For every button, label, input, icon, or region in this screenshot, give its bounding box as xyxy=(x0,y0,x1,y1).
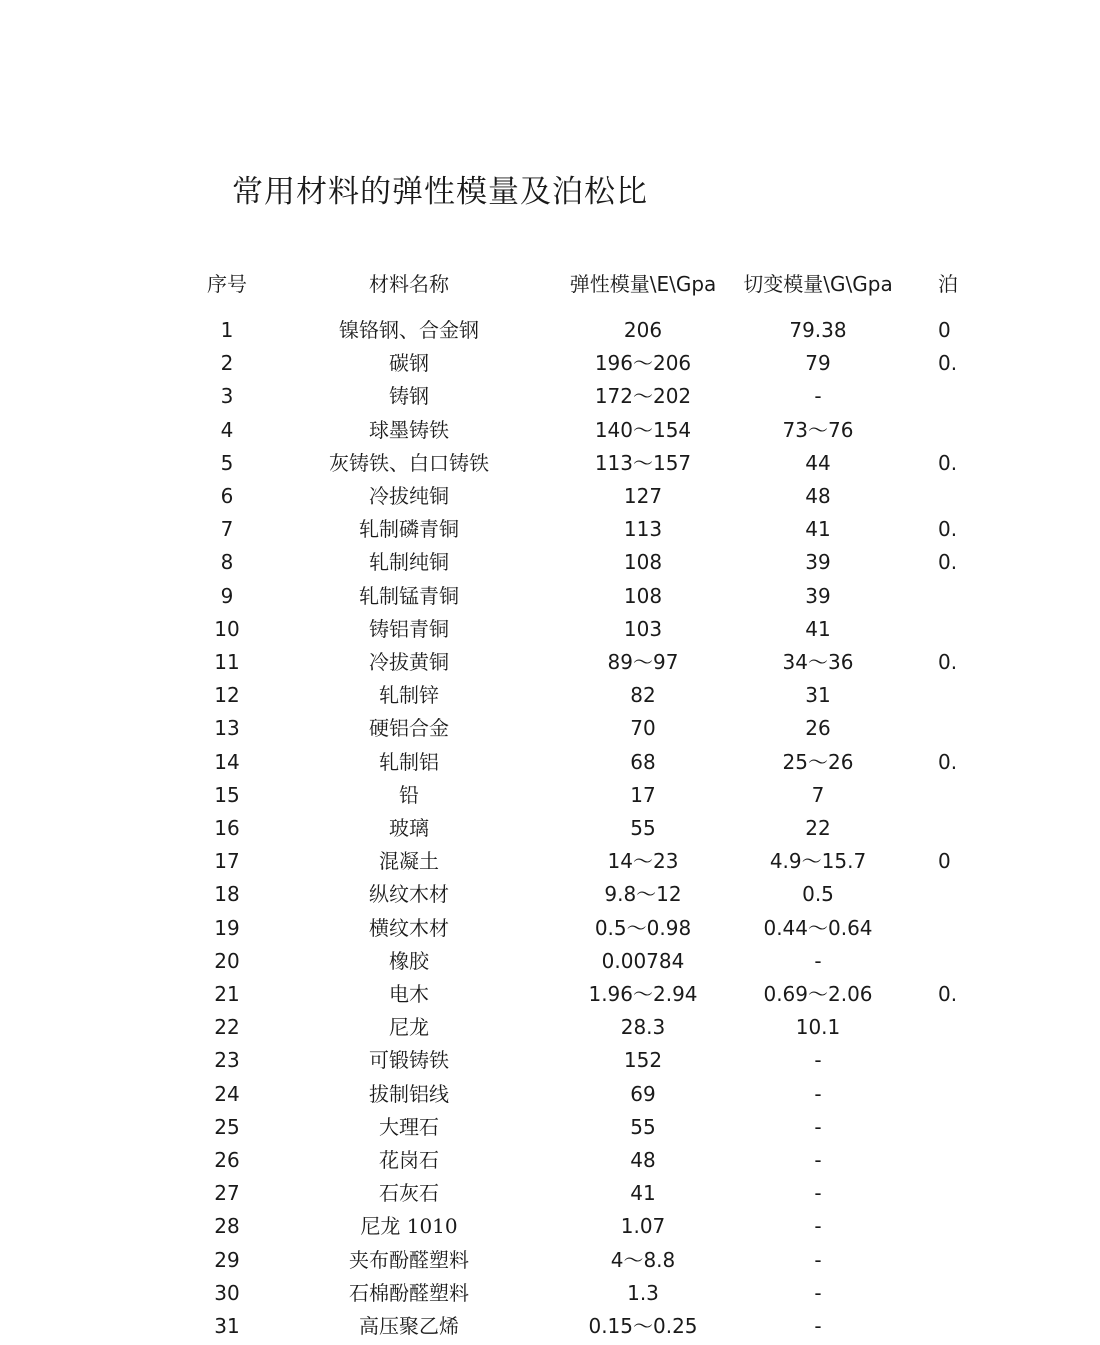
cell-poisson-ratio xyxy=(910,878,1048,911)
cell-material-name: 冷拔黄铜 xyxy=(369,650,449,674)
cell-poisson-ratio xyxy=(910,712,1048,745)
cell-index: 9 xyxy=(220,583,234,608)
cell-elastic-modulus: 14～23 xyxy=(607,849,679,874)
cell-index: 28 xyxy=(214,1214,240,1239)
cell-poisson-ratio: 0. xyxy=(938,749,958,774)
table-row xyxy=(0,679,1100,712)
cell-index: 20 xyxy=(214,948,240,973)
cell-shear-modulus: 31 xyxy=(805,683,831,708)
cell-index: 6 xyxy=(220,484,234,508)
table-row xyxy=(0,414,1100,447)
table-row xyxy=(0,1078,1100,1111)
cell-shear-modulus: 39 xyxy=(805,583,831,608)
cell-material-name: 拔制铝线 xyxy=(369,1081,449,1106)
cell-poisson-ratio: 0 xyxy=(938,318,951,342)
cell-poisson-ratio xyxy=(910,945,1048,978)
cell-material-name: 尼龙 1010 xyxy=(360,1214,458,1239)
cell-shear-modulus: 22 xyxy=(805,816,831,840)
cell-shear-modulus: 44 xyxy=(805,450,831,475)
cell-poisson-ratio xyxy=(910,1144,1048,1177)
cell-elastic-modulus: 152 xyxy=(623,1048,663,1073)
cell-index: 29 xyxy=(214,1247,240,1272)
cell-elastic-modulus: 68 xyxy=(630,749,656,774)
cell-elastic-modulus: 70 xyxy=(630,716,656,741)
table-row xyxy=(0,1310,1100,1343)
cell-elastic-modulus: 69 xyxy=(630,1081,656,1106)
cell-shear-modulus: 0.44～0.64 xyxy=(763,915,873,940)
cell-index: 24 xyxy=(214,1081,240,1106)
table-header xyxy=(0,268,1100,301)
cell-shear-modulus: 39 xyxy=(805,550,831,575)
cell-shear-modulus: - xyxy=(814,1214,822,1239)
cell-poisson-ratio xyxy=(910,580,1048,613)
table-row xyxy=(0,1111,1100,1144)
cell-poisson-ratio: 0. xyxy=(938,351,958,376)
header-poisson-ratio: 泊 xyxy=(938,272,958,296)
header-material-name: 材料名称 xyxy=(369,272,449,296)
table-row xyxy=(0,513,1100,546)
cell-shear-modulus: - xyxy=(814,384,822,409)
table-row xyxy=(0,779,1100,812)
table-row xyxy=(0,1277,1100,1310)
cell-shear-modulus: 26 xyxy=(805,716,831,741)
cell-shear-modulus: - xyxy=(814,1081,822,1106)
cell-material-name: 橡胶 xyxy=(389,948,429,973)
cell-shear-modulus: 0.5 xyxy=(802,882,834,907)
cell-index: 10 xyxy=(214,616,240,641)
cell-material-name: 石灰石 xyxy=(379,1181,439,1206)
cell-index: 18 xyxy=(214,882,240,907)
cell-index: 11 xyxy=(214,650,240,674)
cell-shear-modulus: - xyxy=(814,1280,822,1305)
cell-index: 4 xyxy=(220,417,234,442)
cell-poisson-ratio xyxy=(910,812,1048,845)
cell-poisson-ratio: 0. xyxy=(938,982,958,1006)
cell-elastic-modulus: 82 xyxy=(630,683,656,708)
table-row xyxy=(0,912,1100,945)
cell-material-name: 轧制纯铜 xyxy=(369,550,449,575)
cell-material-name: 可锻铸铁 xyxy=(369,1048,449,1073)
cell-poisson-ratio xyxy=(910,912,1048,945)
cell-material-name: 横纹木材 xyxy=(369,915,449,940)
cell-material-name: 灰铸铁、白口铸铁 xyxy=(329,450,489,475)
table-row xyxy=(0,613,1100,646)
cell-elastic-modulus: 4～8.8 xyxy=(610,1247,676,1272)
cell-poisson-ratio xyxy=(910,1310,1048,1343)
cell-poisson-ratio xyxy=(910,1011,1048,1044)
cell-elastic-modulus: 55 xyxy=(630,1114,656,1139)
cell-shear-modulus: 4.9～15.7 xyxy=(769,849,867,874)
cell-elastic-modulus: 196～206 xyxy=(594,351,692,376)
cell-material-name: 电木 xyxy=(389,982,429,1006)
cell-shear-modulus: 79 xyxy=(805,351,831,376)
cell-index: 30 xyxy=(214,1280,240,1305)
cell-elastic-modulus: 206 xyxy=(623,318,663,342)
cell-poisson-ratio xyxy=(910,1277,1048,1310)
cell-elastic-modulus: 17 xyxy=(630,782,656,807)
cell-elastic-modulus: 1.07 xyxy=(620,1214,666,1239)
cell-material-name: 硬铝合金 xyxy=(369,716,449,741)
cell-poisson-ratio xyxy=(910,414,1048,447)
cell-material-name: 夹布酚醛塑料 xyxy=(349,1247,469,1272)
cell-elastic-modulus: 0.5～0.98 xyxy=(594,915,692,940)
cell-material-name: 石棉酚醛塑料 xyxy=(349,1280,469,1305)
cell-shear-modulus: - xyxy=(814,948,822,973)
cell-poisson-ratio xyxy=(910,1177,1048,1210)
cell-material-name: 轧制铝 xyxy=(379,749,439,774)
cell-index: 26 xyxy=(214,1148,240,1172)
cell-material-name: 铸钢 xyxy=(389,384,429,409)
cell-index: 23 xyxy=(214,1048,240,1073)
header-shear-modulus: 切变模量\G\Gpa xyxy=(743,272,893,296)
cell-poisson-ratio: 0. xyxy=(938,450,958,475)
cell-index: 15 xyxy=(214,782,240,807)
cell-poisson-ratio: 0. xyxy=(938,517,958,542)
cell-elastic-modulus: 172～202 xyxy=(594,384,692,409)
cell-index: 13 xyxy=(214,716,240,741)
cell-index: 8 xyxy=(220,550,234,575)
cell-elastic-modulus: 108 xyxy=(623,583,663,608)
cell-index: 19 xyxy=(214,915,240,940)
cell-shear-modulus: 34～36 xyxy=(782,650,854,674)
header-index: 序号 xyxy=(207,272,247,296)
cell-material-name: 碳钢 xyxy=(389,351,429,376)
table-row xyxy=(0,978,1100,1011)
cell-elastic-modulus: 55 xyxy=(630,816,656,840)
table-row xyxy=(0,746,1100,779)
cell-shear-modulus: - xyxy=(814,1114,822,1139)
cell-elastic-modulus: 1.3 xyxy=(627,1280,659,1305)
cell-poisson-ratio xyxy=(910,1044,1048,1077)
cell-elastic-modulus: 9.8～12 xyxy=(604,882,682,907)
cell-material-name: 铸铝青铜 xyxy=(369,616,449,641)
cell-index: 1 xyxy=(220,318,234,342)
table-row xyxy=(0,1210,1100,1243)
cell-index: 22 xyxy=(214,1015,240,1040)
cell-elastic-modulus: 0.15～0.25 xyxy=(588,1314,698,1338)
cell-material-name: 混凝土 xyxy=(379,849,439,874)
cell-index: 31 xyxy=(214,1314,240,1338)
cell-elastic-modulus: 127 xyxy=(623,484,663,508)
cell-shear-modulus: 10.1 xyxy=(795,1015,841,1040)
table-row xyxy=(0,447,1100,480)
cell-shear-modulus: 73～76 xyxy=(782,417,854,442)
cell-elastic-modulus: 41 xyxy=(630,1181,656,1206)
cell-poisson-ratio: 0 xyxy=(938,849,951,874)
table-row xyxy=(0,580,1100,613)
cell-index: 21 xyxy=(214,982,240,1006)
cell-poisson-ratio xyxy=(910,779,1048,812)
cell-shear-modulus: 41 xyxy=(805,517,831,542)
table-row xyxy=(0,712,1100,745)
cell-shear-modulus: 0.69～2.06 xyxy=(763,982,873,1006)
cell-poisson-ratio: 0. xyxy=(938,550,958,575)
table-row xyxy=(0,1177,1100,1210)
cell-index: 5 xyxy=(220,450,234,475)
page-title: 常用材料的弹性模量及泊松比 xyxy=(232,174,648,210)
cell-shear-modulus: 25～26 xyxy=(782,749,854,774)
cell-elastic-modulus: 140～154 xyxy=(594,417,692,442)
table-row xyxy=(0,314,1100,347)
cell-material-name: 镍铬钢、合金钢 xyxy=(339,318,479,342)
cell-index: 25 xyxy=(214,1114,240,1139)
cell-index: 14 xyxy=(214,749,240,774)
cell-poisson-ratio xyxy=(910,380,1048,413)
cell-poisson-ratio xyxy=(910,1111,1048,1144)
cell-poisson-ratio xyxy=(910,613,1048,646)
table-row xyxy=(0,480,1100,513)
cell-shear-modulus: 48 xyxy=(805,484,831,508)
table-row xyxy=(0,646,1100,679)
cell-shear-modulus: 41 xyxy=(805,616,831,641)
cell-elastic-modulus: 28.3 xyxy=(620,1015,666,1040)
cell-index: 3 xyxy=(220,384,234,409)
cell-material-name: 铅 xyxy=(399,782,419,807)
cell-index: 17 xyxy=(214,849,240,874)
cell-material-name: 轧制磷青铜 xyxy=(359,517,459,542)
header-elastic-modulus: 弹性模量\E\Gpa xyxy=(569,272,717,296)
cell-poisson-ratio xyxy=(910,1078,1048,1111)
cell-elastic-modulus: 48 xyxy=(630,1148,656,1172)
cell-elastic-modulus: 108 xyxy=(623,550,663,575)
cell-material-name: 纵纹木材 xyxy=(369,882,449,907)
table-row xyxy=(0,1011,1100,1044)
cell-material-name: 轧制锌 xyxy=(379,683,439,708)
table-row xyxy=(0,347,1100,380)
table-row xyxy=(0,546,1100,579)
cell-poisson-ratio: 0. xyxy=(938,650,958,674)
cell-material-name: 冷拔纯铜 xyxy=(369,484,449,508)
cell-poisson-ratio xyxy=(910,679,1048,712)
table-row xyxy=(0,845,1100,878)
cell-material-name: 高压聚乙烯 xyxy=(359,1314,459,1338)
cell-shear-modulus: 7 xyxy=(811,782,825,807)
cell-poisson-ratio xyxy=(910,1210,1048,1243)
cell-elastic-modulus: 113 xyxy=(623,517,663,542)
table-row xyxy=(0,1244,1100,1277)
cell-index: 27 xyxy=(214,1181,240,1206)
cell-index: 2 xyxy=(220,351,234,376)
cell-index: 12 xyxy=(214,683,240,708)
cell-material-name: 花岗石 xyxy=(379,1148,439,1172)
cell-shear-modulus: - xyxy=(814,1048,822,1073)
table-row xyxy=(0,812,1100,845)
cell-shear-modulus: - xyxy=(814,1181,822,1206)
cell-index: 16 xyxy=(214,816,240,840)
table-row xyxy=(0,1144,1100,1177)
cell-poisson-ratio xyxy=(910,1244,1048,1277)
cell-material-name: 轧制锰青铜 xyxy=(359,583,459,608)
cell-shear-modulus: - xyxy=(814,1148,822,1172)
table-row xyxy=(0,878,1100,911)
cell-poisson-ratio xyxy=(910,480,1048,513)
cell-elastic-modulus: 0.00784 xyxy=(601,948,685,973)
cell-elastic-modulus: 113～157 xyxy=(594,450,692,475)
cell-material-name: 玻璃 xyxy=(389,816,429,840)
cell-material-name: 尼龙 xyxy=(389,1015,429,1040)
cell-elastic-modulus: 89～97 xyxy=(607,650,679,674)
cell-index: 7 xyxy=(220,517,234,542)
cell-material-name: 大理石 xyxy=(379,1114,439,1139)
cell-shear-modulus: - xyxy=(814,1247,822,1272)
cell-elastic-modulus: 1.96～2.94 xyxy=(588,982,698,1006)
cell-shear-modulus: - xyxy=(814,1314,822,1338)
cell-elastic-modulus: 103 xyxy=(623,616,663,641)
table-row xyxy=(0,1044,1100,1077)
table-row xyxy=(0,945,1100,978)
cell-shear-modulus: 79.38 xyxy=(789,318,847,342)
table-row xyxy=(0,380,1100,413)
cell-material-name: 球墨铸铁 xyxy=(369,417,449,442)
